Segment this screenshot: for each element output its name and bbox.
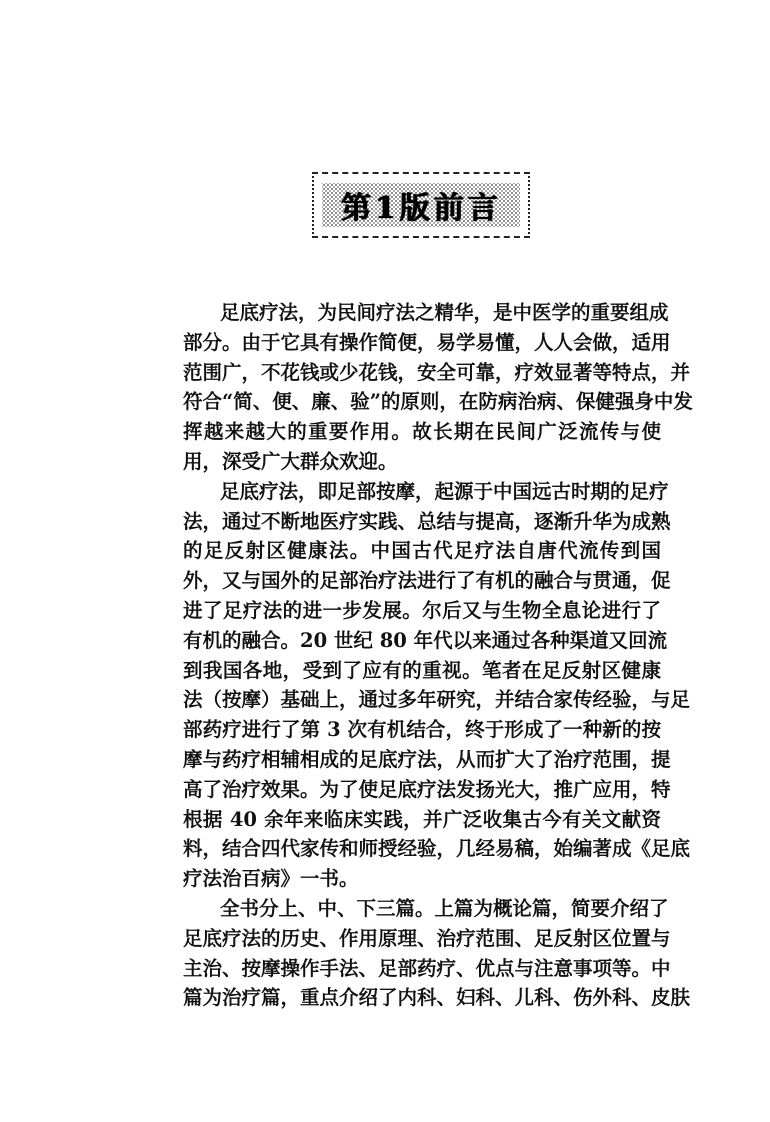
text-line: 法（按摩）基础上，通过多年研究，并结合家传经验，与足 — [183, 688, 691, 712]
text-line: 料，结合四代家传和师授经验，几经易稿，始编著成《足底 — [183, 837, 691, 861]
title-frame — [312, 172, 530, 238]
text-line: 有机的融合。20 世纪 80 年代以来通过各种渠道又回流 — [183, 628, 668, 652]
text-line: 挥越来越大的重要作用。故长期在民间广泛流传与使 — [183, 420, 661, 444]
text-line: 部药疗进行了第 3 次有机结合，终于形成了一种新的按 — [183, 718, 661, 742]
text-line: 部分。由于它具有操作简便，易学易懂，人人会做，适用 — [183, 330, 671, 354]
paragraph — [183, 477, 691, 894]
title-shaded-panel — [322, 183, 520, 227]
page-title: 第1版前言 — [340, 191, 502, 226]
text-line: 篇为治疗篇，重点介绍了内科、妇科、儿科、伤外科、皮肤 — [183, 986, 691, 1010]
text-line: 法，通过不断地医疗实践、总结与提高，逐渐升华为成熟 — [183, 509, 671, 533]
text-line: 疗法治百病》一书。 — [183, 867, 359, 891]
text-line: 到我国各地，受到了应有的重视。笔者在足反射区健康 — [183, 658, 661, 682]
text-line: 主治、按摩操作手法、足部药疗、优点与注意事项等。中 — [183, 956, 671, 980]
text-line: 全书分上、中、下三篇。上篇为概论篇，简要介绍了 — [220, 896, 669, 920]
paragraph — [183, 298, 693, 477]
text-line: 根据 40 余年来临床实践，并广泛收集古今有关文献资 — [183, 807, 661, 831]
text-line: 足底疗法的历史、作用原理、治疗范围、足反射区位置与 — [183, 926, 671, 950]
text-line: 用，深受广大群众欢迎。 — [183, 449, 398, 473]
preface-body — [183, 298, 693, 1013]
text-line: 符合“简、便、廉、验”的原则，在防病治病、保健强身中发 — [183, 390, 693, 414]
text-line: 足底疗法，即足部按摩，起源于中国远古时期的足疗 — [220, 479, 669, 503]
text-line: 摩与药疗相辅相成的足底疗法，从而扩大了治疗范围，提 — [183, 747, 671, 771]
text-line: 范围广，不花钱或少花钱，安全可靠，疗效显著等特点，并 — [183, 360, 691, 384]
text-line: 的足反射区健康法。中国古代足疗法自唐代流传到国 — [183, 539, 661, 563]
paragraph — [183, 894, 691, 1013]
text-line: 足底疗法，为民间疗法之精华，是中医学的重要组成 — [220, 301, 669, 324]
text-line: 高了治疗效果。为了使足底疗法发扬光大，推广应用，特 — [183, 777, 671, 801]
text-line: 外，又与国外的足部治疗法进行了有机的融合与贯通，促 — [183, 569, 671, 593]
text-line: 进了足疗法的进一步发展。尔后又与生物全息论进行了 — [183, 598, 661, 622]
